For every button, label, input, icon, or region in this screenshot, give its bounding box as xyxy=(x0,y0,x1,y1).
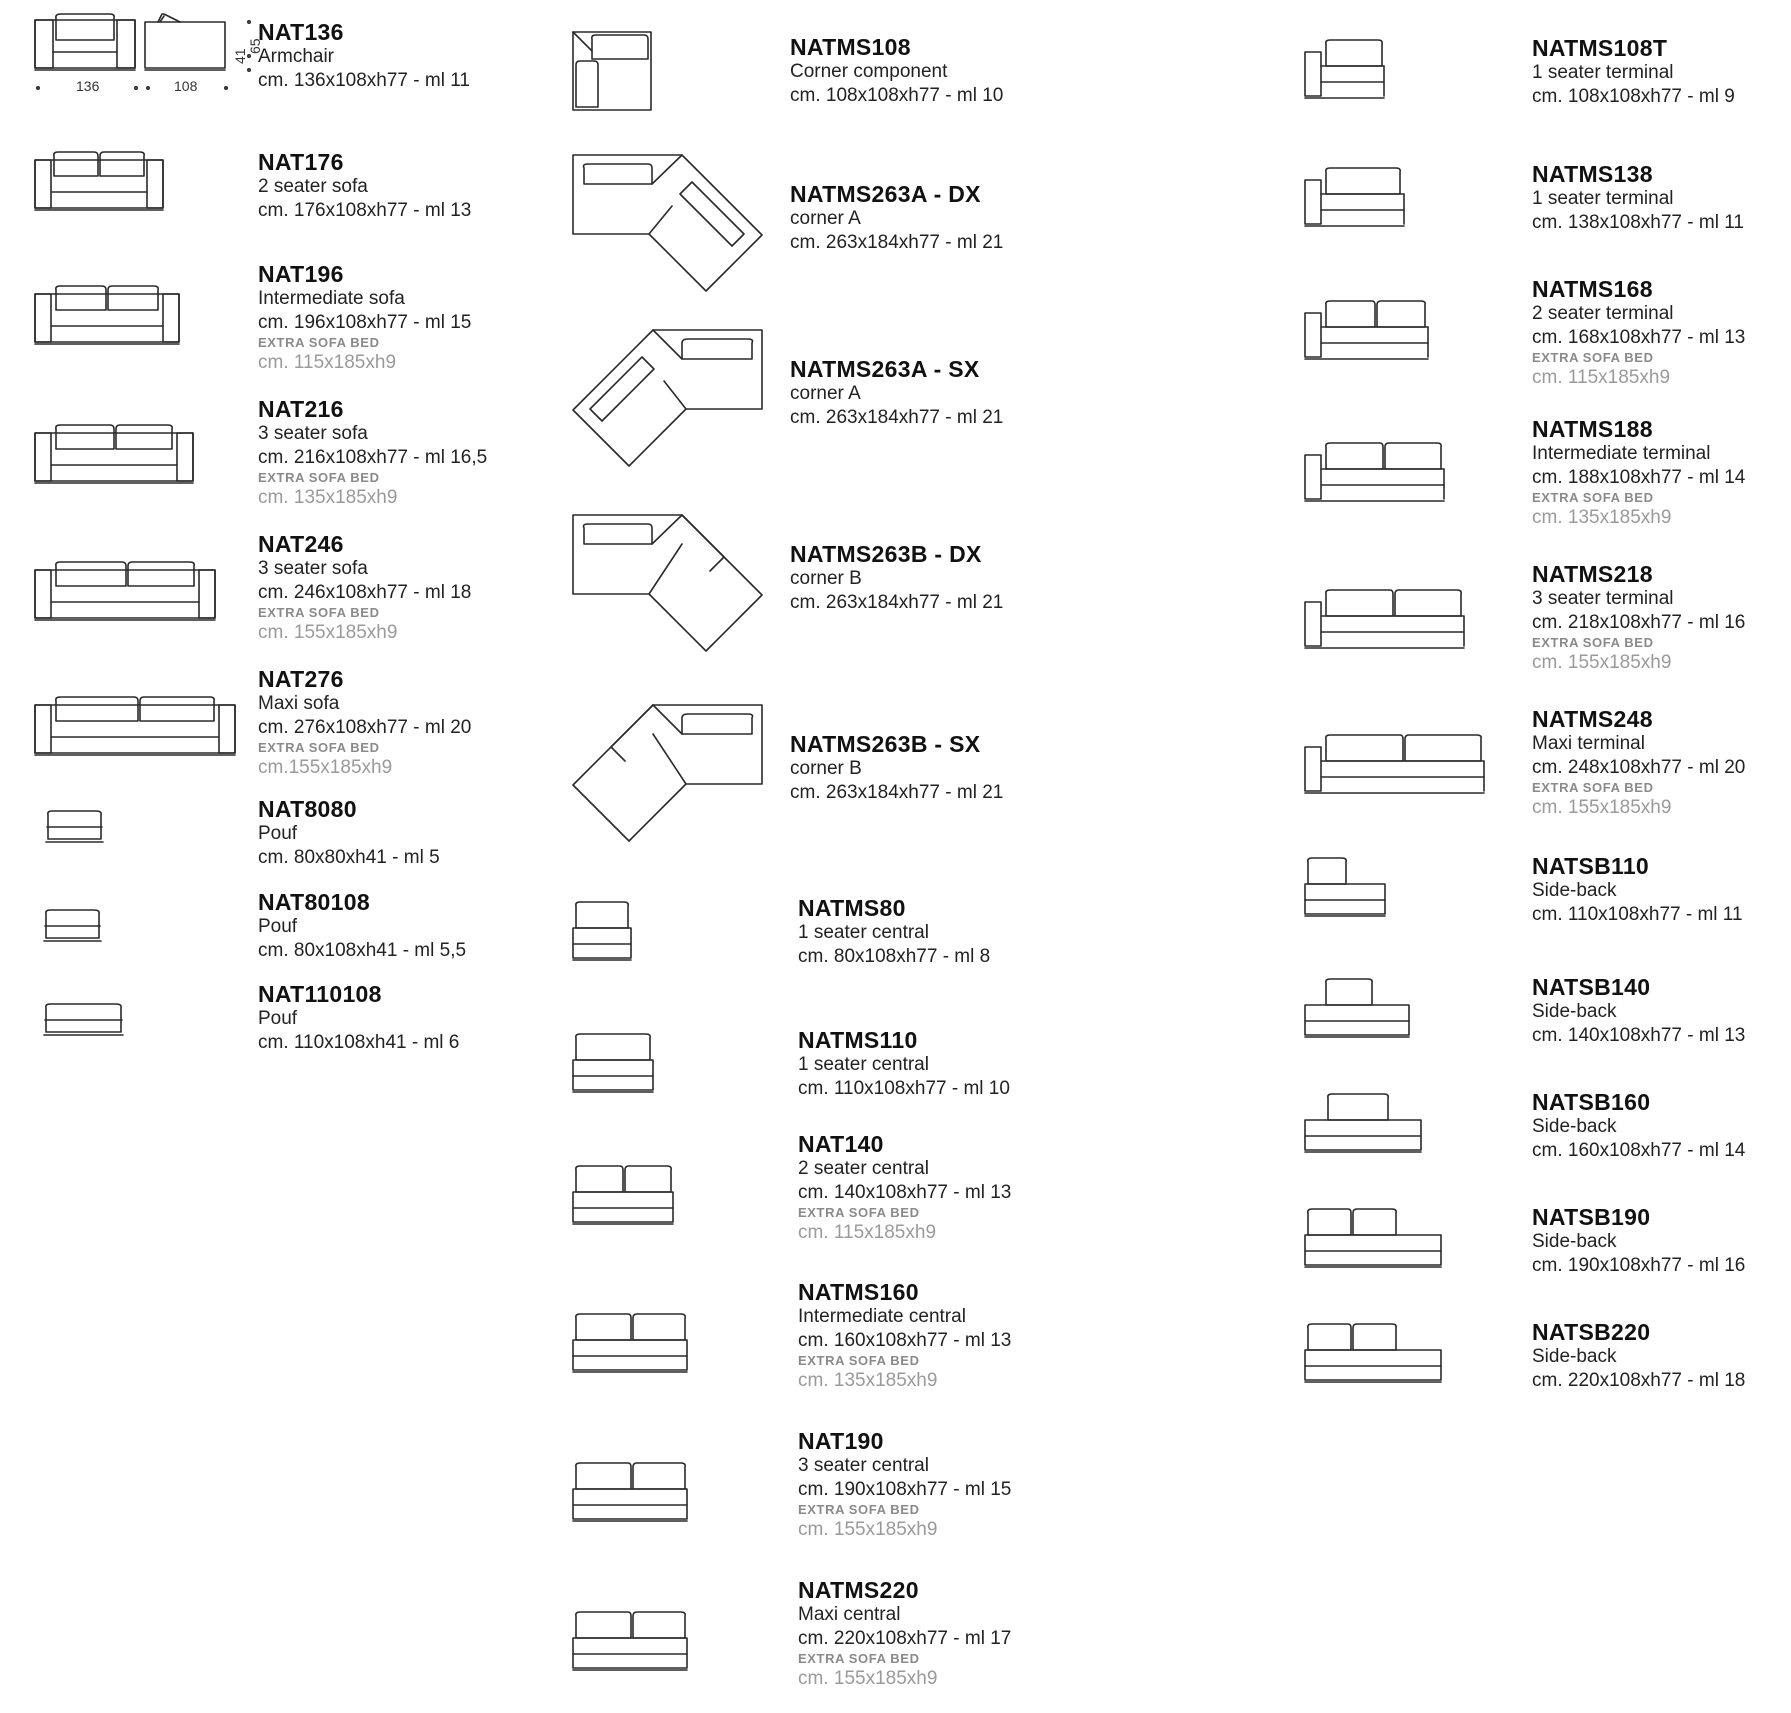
product-dimensions: cm. 108x108xh77 - ml 10 xyxy=(790,85,1004,106)
product-dimensions: cm. 138x108xh77 - ml 11 xyxy=(1532,212,1744,233)
product-nat8080 xyxy=(0,795,520,885)
product-code: NATMS263B - DX xyxy=(790,541,982,567)
product-dimensions: cm. 276x108xh77 - ml 20 xyxy=(258,717,472,738)
product-description: corner B xyxy=(790,758,862,779)
product-code: NAT190 xyxy=(798,1428,884,1454)
sofa-bed-dimensions: cm. 135x185xh9 xyxy=(1532,507,1672,528)
product-dimensions: cm. 168x108xh77 - ml 13 xyxy=(1532,327,1746,348)
product-natms138 xyxy=(1300,158,1791,268)
product-natms80 xyxy=(560,890,1080,1000)
central-module-drawing xyxy=(572,1032,656,1096)
product-code: NATMS263A - DX xyxy=(790,181,981,207)
corner-a-left-drawing xyxy=(572,329,772,469)
product-natms160 xyxy=(560,1278,1080,1418)
dimension-ticks xyxy=(30,14,260,94)
product-description: 1 seater central xyxy=(798,1054,929,1075)
product-dimensions: cm. 140x108xh77 - ml 13 xyxy=(798,1182,1012,1203)
sofa-bed-dimensions: cm. 115x185xh9 xyxy=(798,1222,937,1243)
extra-sofa-bed-label: EXTRA SOFA BED xyxy=(798,1353,920,1368)
product-natsb220 xyxy=(1300,1318,1791,1428)
pouf-drawing xyxy=(42,908,104,944)
product-natms108 xyxy=(560,25,1080,135)
product-description: Side-back xyxy=(1532,1231,1617,1252)
product-description: Side-back xyxy=(1532,1001,1617,1022)
product-description: 2 seater terminal xyxy=(1532,303,1674,324)
product-code: NATSB160 xyxy=(1532,1089,1651,1115)
product-code: NAT80108 xyxy=(258,889,370,915)
terminal-module-drawing xyxy=(1304,166,1408,230)
terminal-module-drawing xyxy=(1304,588,1468,652)
central-module-drawing xyxy=(572,900,636,964)
product-code: NAT110108 xyxy=(258,981,382,1007)
product-dimensions: cm. 110x108xh77 - ml 10 xyxy=(798,1078,1010,1099)
product-code: NATMS108T xyxy=(1532,35,1668,61)
product-dimensions: cm. 220x108xh77 - ml 17 xyxy=(798,1628,1012,1649)
product-code: NATMS108 xyxy=(790,34,911,60)
product-dimensions: cm. 263x184xh77 - ml 21 xyxy=(790,407,1004,428)
extra-sofa-bed-label: EXTRA SOFA BED xyxy=(798,1651,920,1666)
product-code: NAT8080 xyxy=(258,796,357,822)
product-dimensions: cm. 248x108xh77 - ml 20 xyxy=(1532,757,1746,778)
side-back-drawing xyxy=(1304,977,1414,1041)
product-code: NATSB110 xyxy=(1532,853,1650,879)
product-description: corner A xyxy=(790,208,861,229)
product-code: NATMS248 xyxy=(1532,706,1653,732)
product-dimensions: cm. 160x108xh77 - ml 14 xyxy=(1532,1140,1746,1161)
product-code: NAT196 xyxy=(258,261,344,287)
product-natms110 xyxy=(560,1022,1080,1132)
product-dimensions: cm. 263x184xh77 - ml 21 xyxy=(790,592,1004,613)
extra-sofa-bed-label: EXTRA SOFA BED xyxy=(1532,490,1654,505)
product-natms168 xyxy=(1300,275,1791,415)
product-description: Side-back xyxy=(1532,1116,1617,1137)
product-dimensions: cm. 263x184xh77 - ml 21 xyxy=(790,232,1004,253)
sofa-bed-dimensions: cm. 155x185xh9 xyxy=(1532,797,1672,818)
product-dimensions: cm. 190x108xh77 - ml 15 xyxy=(798,1479,1012,1500)
product-code: NATMS138 xyxy=(1532,161,1653,187)
product-code: NAT216 xyxy=(258,396,344,422)
product-nat276 xyxy=(0,665,520,785)
product-code: NATSB190 xyxy=(1532,1204,1651,1230)
central-module-drawing xyxy=(572,1164,676,1228)
product-dimensions: cm. 218x108xh77 - ml 16 xyxy=(1532,612,1746,633)
product-description: corner B xyxy=(790,568,862,589)
product-dimensions: cm. 160x108xh77 - ml 13 xyxy=(798,1330,1012,1351)
product-dimensions: cm. 176x108xh77 - ml 13 xyxy=(258,200,472,221)
extra-sofa-bed-label: EXTRA SOFA BED xyxy=(1532,635,1654,650)
product-dimensions: cm. 263x184xh77 - ml 21 xyxy=(790,782,1004,803)
side-back-drawing xyxy=(1304,856,1388,920)
product-nat110108 xyxy=(0,980,520,1070)
product-description: Corner component xyxy=(790,61,948,82)
product-nat246 xyxy=(0,530,520,650)
product-description: 1 seater central xyxy=(798,922,929,943)
product-description: 3 seater sofa xyxy=(258,423,368,444)
product-natsb140 xyxy=(1300,973,1791,1083)
product-description: Intermediate central xyxy=(798,1306,966,1327)
pouf-drawing xyxy=(42,1002,126,1038)
product-code: NATMS80 xyxy=(798,895,906,921)
extra-sofa-bed-label: EXTRA SOFA BED xyxy=(258,470,380,485)
corner-component-drawing xyxy=(572,31,656,115)
seat-height-callout: 41 xyxy=(232,48,248,64)
product-code: NATMS168 xyxy=(1532,276,1653,302)
product-description: Side-back xyxy=(1532,1346,1617,1367)
product-natsb190 xyxy=(1300,1203,1791,1313)
sofa-bed-dimensions: cm. 135x185xh9 xyxy=(258,487,398,508)
product-dimensions: cm. 80x108xh77 - ml 8 xyxy=(798,946,991,967)
extra-sofa-bed-label: EXTRA SOFA BED xyxy=(258,740,380,755)
product-nat190 xyxy=(560,1427,1080,1567)
sofa-bed-dimensions: cm. 115x185xh9 xyxy=(258,352,397,373)
terminal-module-drawing xyxy=(1304,299,1432,363)
product-dimensions: cm. 136x108xh77 - ml 11 xyxy=(258,70,470,91)
product-description: 1 seater terminal xyxy=(1532,62,1674,83)
product-code: NAT276 xyxy=(258,666,344,692)
product-dimensions: cm. 216x108xh77 - ml 16,5 xyxy=(258,447,488,468)
product-description: corner A xyxy=(790,383,861,404)
product-code: NATMS220 xyxy=(798,1577,919,1603)
product-natsb160 xyxy=(1300,1088,1791,1198)
product-code: NATMS263A - SX xyxy=(790,356,980,382)
product-dimensions: cm. 140x108xh77 - ml 13 xyxy=(1532,1025,1746,1046)
product-code: NATMS110 xyxy=(798,1027,918,1053)
product-dimensions: cm. 220x108xh77 - ml 18 xyxy=(1532,1370,1746,1391)
product-code: NATMS160 xyxy=(798,1279,919,1305)
product-dimensions: cm. 246x108xh77 - ml 18 xyxy=(258,582,472,603)
sofa-bed-dimensions: cm. 115x185xh9 xyxy=(1532,367,1671,388)
product-dimensions: cm. 190x108xh77 - ml 16 xyxy=(1532,1255,1746,1276)
product-code: NAT246 xyxy=(258,531,344,557)
sofa-bed-dimensions: cm. 155x185xh9 xyxy=(798,1668,938,1689)
product-nat80108 xyxy=(0,888,520,978)
product-natms263a-dx xyxy=(560,150,1080,300)
product-code: NAT140 xyxy=(798,1131,884,1157)
central-module-drawing xyxy=(572,1461,690,1525)
product-description: Armchair xyxy=(258,46,335,67)
product-description: Pouf xyxy=(258,823,298,844)
extra-sofa-bed-label: EXTRA SOFA BED xyxy=(798,1502,920,1517)
product-dimensions: cm. 108x108xh77 - ml 9 xyxy=(1532,86,1735,107)
terminal-module-drawing xyxy=(1304,38,1388,102)
product-dimensions: cm. 80x108xh41 - ml 5,5 xyxy=(258,940,467,961)
central-module-drawing xyxy=(572,1610,690,1674)
product-description: Maxi central xyxy=(798,1604,901,1625)
product-description: 1 seater terminal xyxy=(1532,188,1674,209)
terminal-module-drawing xyxy=(1304,733,1488,797)
product-description: Pouf xyxy=(258,1008,298,1029)
product-nat176 xyxy=(0,140,520,250)
product-description: 2 seater central xyxy=(798,1158,929,1179)
terminal-module-drawing xyxy=(1304,441,1448,505)
product-code: NATMS263B - SX xyxy=(790,731,981,757)
product-code: NAT176 xyxy=(258,149,344,175)
extra-sofa-bed-label: EXTRA SOFA BED xyxy=(1532,780,1654,795)
product-code: NATMS188 xyxy=(1532,416,1653,442)
sofa-bed-dimensions: cm. 135x185xh9 xyxy=(798,1370,938,1391)
extra-sofa-bed-label: EXTRA SOFA BED xyxy=(798,1205,920,1220)
side-back-drawing xyxy=(1304,1207,1446,1271)
sofa-drawing xyxy=(34,423,199,493)
product-code: NAT136 xyxy=(258,19,344,45)
product-natms248 xyxy=(1300,705,1791,845)
sofa-drawing xyxy=(34,150,174,220)
product-code: NATSB140 xyxy=(1532,974,1651,1000)
product-description: 3 seater terminal xyxy=(1532,588,1674,609)
product-dimensions: cm. 196x108xh77 - ml 15 xyxy=(258,312,472,333)
product-natsb110 xyxy=(1300,850,1791,960)
product-nat136 xyxy=(0,0,520,120)
product-description: Pouf xyxy=(258,916,298,937)
depth-callout: 108 xyxy=(174,78,198,94)
product-natms220 xyxy=(560,1576,1080,1713)
corner-b-left-drawing xyxy=(572,704,772,844)
product-description: 3 seater sofa xyxy=(258,558,368,579)
extra-sofa-bed-label: EXTRA SOFA BED xyxy=(258,335,380,350)
sofa-drawing xyxy=(34,695,239,765)
product-code: NATMS218 xyxy=(1532,561,1653,587)
sofa-bed-dimensions: cm.155x185xh9 xyxy=(258,757,393,778)
arm-height-callout: 65 xyxy=(247,38,263,54)
sofa-drawing xyxy=(34,560,219,630)
product-dimensions: cm. 80x80xh41 - ml 5 xyxy=(258,847,440,868)
extra-sofa-bed-label: EXTRA SOFA BED xyxy=(258,605,380,620)
product-description: Intermediate terminal xyxy=(1532,443,1711,464)
product-dimensions: cm. 110x108xh41 - ml 6 xyxy=(258,1032,460,1053)
product-natms108t xyxy=(1300,30,1791,140)
product-description: 2 seater sofa xyxy=(258,176,368,197)
product-nat216 xyxy=(0,395,520,515)
product-nat140 xyxy=(560,1130,1080,1270)
product-code: NATSB220 xyxy=(1532,1319,1651,1345)
sofa-bed-dimensions: cm. 155x185xh9 xyxy=(258,622,398,643)
extra-sofa-bed-label: EXTRA SOFA BED xyxy=(1532,350,1654,365)
product-description: Side-back xyxy=(1532,880,1617,901)
product-nat196 xyxy=(0,260,520,380)
product-natms218 xyxy=(1300,560,1791,700)
central-module-drawing xyxy=(572,1312,690,1376)
product-dimensions: cm. 188x108xh77 - ml 14 xyxy=(1532,467,1746,488)
product-description: Maxi sofa xyxy=(258,693,340,714)
width-callout: 136 xyxy=(76,78,100,94)
product-description: Intermediate sofa xyxy=(258,288,405,309)
product-description: 3 seater central xyxy=(798,1455,929,1476)
product-natms263b-dx xyxy=(560,510,1080,660)
corner-a-right-drawing xyxy=(572,154,772,294)
product-natms188 xyxy=(1300,415,1791,555)
product-description: Maxi terminal xyxy=(1532,733,1645,754)
pouf-drawing xyxy=(44,809,106,845)
product-natms263a-sx xyxy=(560,325,1080,475)
sofa-bed-dimensions: cm. 155x185xh9 xyxy=(798,1519,938,1540)
product-natms263b-sx xyxy=(560,700,1080,850)
sofa-bed-dimensions: cm. 155x185xh9 xyxy=(1532,652,1672,673)
sofa-drawing xyxy=(34,284,184,354)
product-dimensions: cm. 110x108xh77 - ml 11 xyxy=(1532,904,1743,925)
corner-b-right-drawing xyxy=(572,514,772,654)
side-back-drawing xyxy=(1304,1092,1426,1156)
side-back-drawing xyxy=(1304,1322,1446,1386)
